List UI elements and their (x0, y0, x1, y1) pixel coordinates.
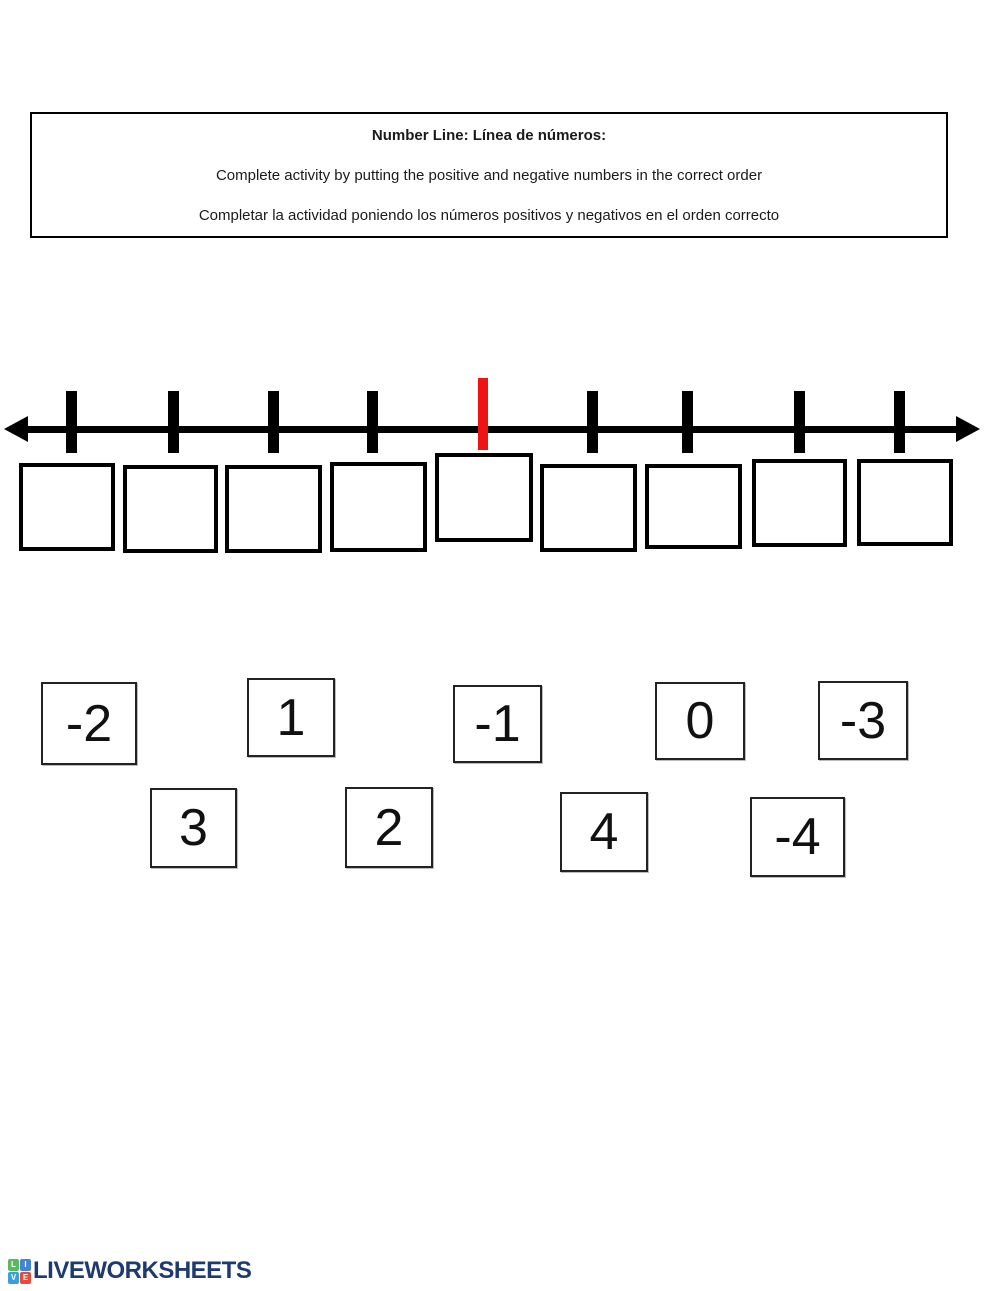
worksheet-title: Number Line: Línea de números: (371, 127, 607, 144)
number-line-axis (12, 426, 970, 433)
instruction-english: Complete activity by putting the positive and negative numbers in the correct order (215, 167, 763, 184)
instruction-box (30, 112, 948, 238)
liveworksheets-grid-icon (8, 1259, 31, 1284)
number-tile[interactable]: 0 (655, 682, 745, 760)
tick-mark-2 (168, 391, 179, 453)
number-tile[interactable]: 2 (345, 787, 433, 868)
drop-box-2[interactable] (123, 465, 218, 553)
number-tile[interactable]: 3 (150, 788, 237, 868)
tick-mark-6 (587, 391, 598, 453)
drop-box-7[interactable] (645, 464, 742, 549)
right-arrowhead-icon (956, 416, 980, 442)
drop-box-8[interactable] (752, 459, 847, 547)
logo-cell-i: I (20, 1259, 31, 1271)
number-tile[interactable]: -1 (453, 685, 542, 763)
logo-cell-l: L (8, 1259, 19, 1271)
logo-text: LIVEWORKSHEETS (33, 1257, 252, 1284)
instruction-spanish: Completar la actividad poniendo los números positivos y negativos en el orden correcto (198, 207, 780, 224)
tick-mark-4 (367, 391, 378, 453)
highlighted-zero-tick (478, 378, 488, 450)
tick-mark-3 (268, 391, 279, 453)
tick-mark-8 (794, 391, 805, 453)
number-tile[interactable]: -2 (41, 682, 137, 765)
drop-box-3[interactable] (225, 465, 322, 553)
drop-box-4[interactable] (330, 462, 427, 552)
liveworksheets-logo (8, 1257, 251, 1285)
logo-cell-v: V (8, 1272, 19, 1284)
number-tile[interactable]: 4 (560, 792, 648, 872)
drop-box-1[interactable] (19, 463, 115, 551)
drop-box-5[interactable] (435, 453, 533, 542)
number-tile[interactable]: -4 (750, 797, 845, 877)
number-tile[interactable]: 1 (247, 678, 335, 757)
logo-cell-e: E (20, 1272, 31, 1284)
number-tile[interactable]: -3 (818, 681, 908, 760)
left-arrowhead-icon (4, 416, 28, 442)
tick-mark-7 (682, 391, 693, 453)
drop-box-6[interactable] (540, 464, 637, 552)
tick-mark-1 (66, 391, 77, 453)
drop-box-9[interactable] (857, 459, 953, 546)
tick-mark-9 (894, 391, 905, 453)
